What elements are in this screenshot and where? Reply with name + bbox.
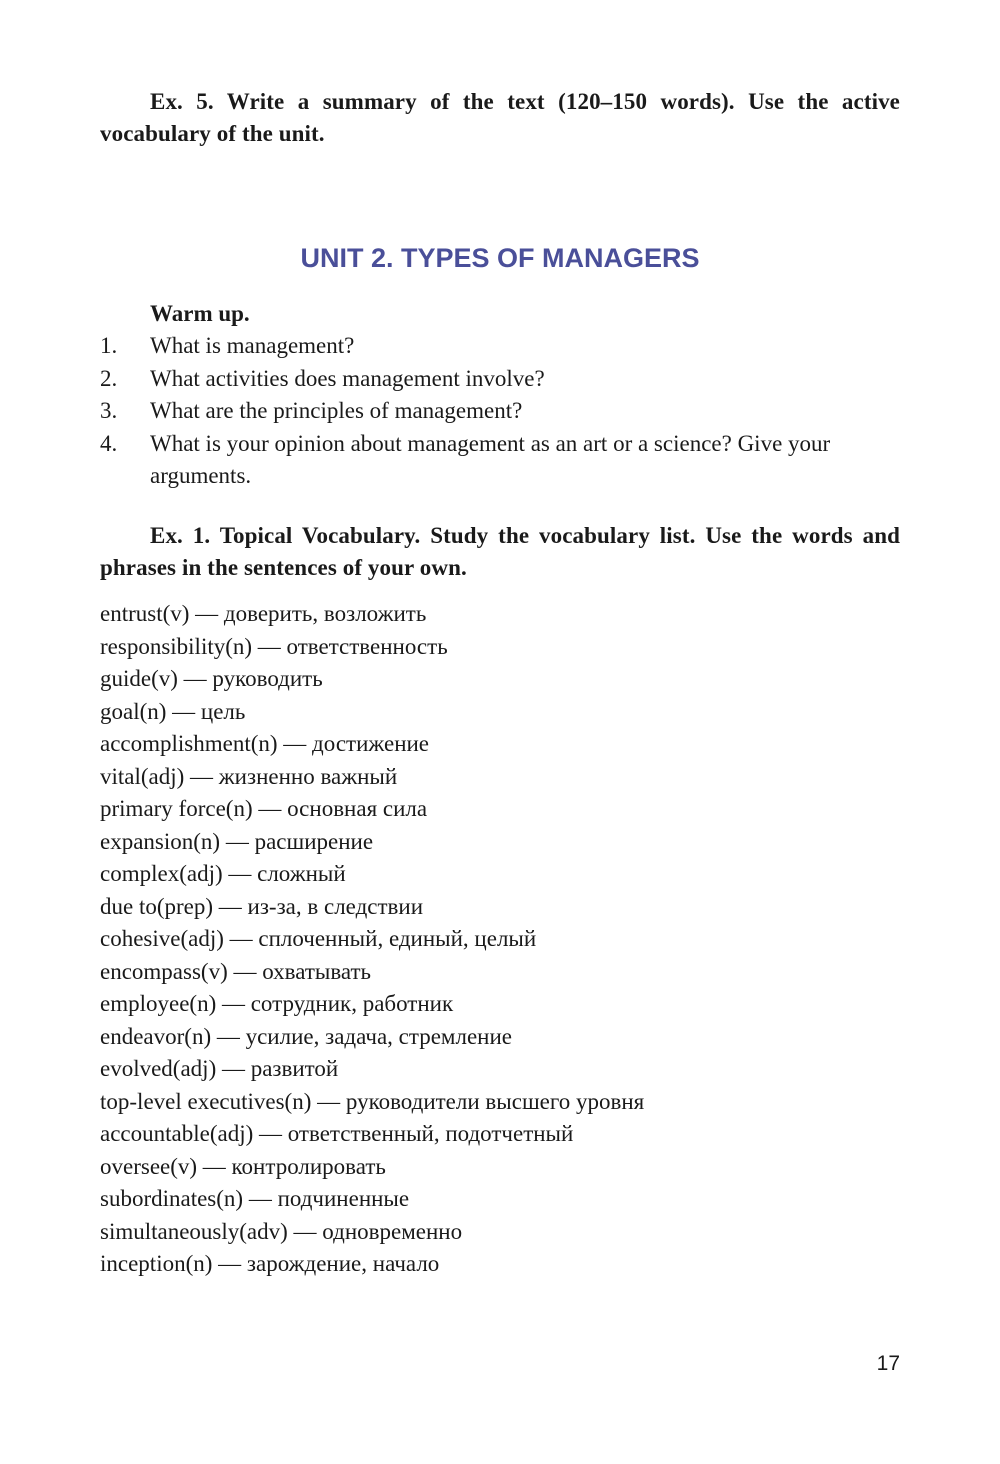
vocabulary-entry: vital(adj) — жизненно важный (100, 763, 398, 789)
vocabulary-entry: endeavor(n) — усилие, задача, стремление (100, 1023, 512, 1049)
question-number: 2. (100, 365, 118, 391)
vocabulary-entry: guide(v) — руководить (100, 666, 323, 691)
vocabulary-entry: responsibility(n) — ответственность (100, 633, 448, 659)
vocabulary-entry: inception(n) — зарождение, начало (100, 1251, 440, 1276)
vocabulary-entry: encompass(v) — охватывать (100, 958, 372, 984)
question-text: What is your opinion about management as an art or a science? Give your arguments. (150, 430, 831, 488)
question-number: 3. (100, 398, 118, 423)
vocabulary-entry: due to(prep) — из-за, в следствии (100, 893, 424, 919)
vocabulary-entry: cohesive(adj) — сплоченный, единый, целый (100, 926, 537, 951)
vocabulary-entry: primary force(n) — основная сила (100, 796, 428, 821)
vocabulary-entry: top-level executives(n) — руководители высшего уровня (100, 1088, 645, 1114)
vocabulary-entry: entrust(v) — доверить, возложить (100, 601, 427, 626)
list-item (100, 363, 900, 396)
vocabulary-list (100, 598, 900, 1281)
vocabulary-entry: oversee(v) — контролировать (100, 1153, 386, 1179)
question-number: 1. (100, 333, 118, 358)
list-item (100, 395, 900, 428)
vocabulary-entry: subordinates(n) — подчиненные (100, 1186, 410, 1211)
unit-title: UNIT 2. TYPES OF MANAGERS (300, 243, 700, 273)
vocabulary-entry: complex(adj) — сложный (100, 861, 346, 886)
warm-up-label: Warm up. (150, 301, 250, 326)
vocabulary-entry: accomplishment(n) — достижение (100, 731, 430, 756)
vocabulary-entry: expansion(n) — расширение (100, 828, 374, 854)
vocabulary-entry: employee(n) — сотрудник, работник (100, 991, 454, 1016)
vocabulary-entry: simultaneously(adv) — одновременно (100, 1218, 463, 1244)
vocabulary-entry: goal(n) — цель (100, 698, 246, 724)
question-number: 4. (100, 430, 118, 456)
warm-up-questions (100, 330, 900, 493)
list-item (100, 330, 900, 363)
question-text: What are the principles of management? (150, 398, 523, 423)
vocabulary-entry: evolved(adj) — развитой (100, 1056, 339, 1081)
question-text: What activities does management involve? (150, 365, 545, 391)
question-text: What is management? (150, 333, 355, 358)
list-item (100, 428, 900, 493)
exercise-5-instruction: Ex. 5. Write a summary of the text (120–150 words). Use the active vocabulary of the unit. (100, 89, 900, 146)
exercise-1-instruction: Ex. 1. Topical Vocabulary. Study the vocabulary list. Use the words and phrases in the sentences of your own. (100, 523, 900, 580)
page-number: 17 (876, 1352, 900, 1375)
vocabulary-entry: accountable(adj) — ответственный, подотчетный (100, 1121, 574, 1146)
